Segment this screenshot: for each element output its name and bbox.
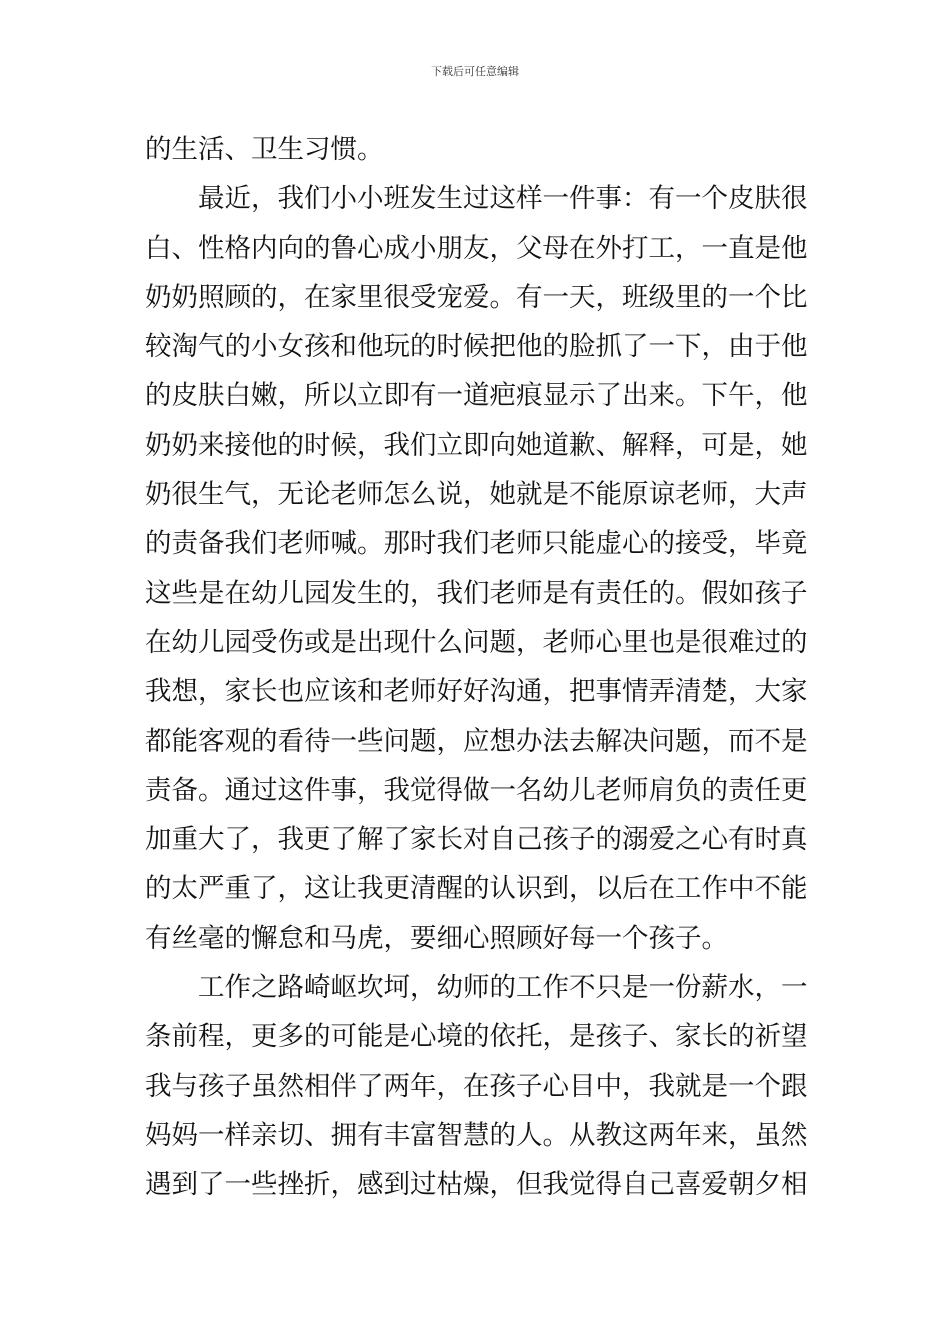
text-line: 的生活、卫生习惯。: [145, 134, 384, 165]
text-line: 奶奶来接他的时候，我们立即向她道歉、解释，可是，她: [145, 429, 808, 461]
text-line: 的责备我们老师喊。那时我们老师只能虚心的接受，毕竟: [145, 528, 808, 560]
text-line: 有丝毫的懈怠和马虎，要细心照顾好每一个孩子。: [145, 922, 728, 954]
text-line: 妈妈一样亲切、拥有丰富智慧的人。从教这两年来，虽然: [145, 1119, 808, 1151]
text-line: 条前程，更多的可能是心境的依托，是孩子、家长的祈望: [145, 1021, 808, 1053]
text-line: 的太严重了，这让我更清醒的认识到，以后在工作中不能: [145, 873, 808, 905]
body-text: [145, 125, 810, 1210]
text-line: 我与孩子虽然相伴了两年，在孩子心目中，我就是一个跟: [145, 1070, 808, 1102]
text-line: 的皮肤白嫩，所以立即有一道疤痕显示了出来。下午，他: [145, 380, 808, 412]
text-line: 责备。通过这件事，我觉得做一名幼儿老师肩负的责任更: [145, 774, 808, 806]
text-line: 这些是在幼儿园发生的，我们老师是有责任的。假如孩子: [145, 577, 808, 609]
text-line: 白、性格内向的鲁心成小朋友，父母在外打工，一直是他: [145, 232, 808, 264]
text-line: 工作之路崎岖坎坷，幼师的工作不只是一份薪水，一: [198, 972, 808, 1004]
text-line: 在幼儿园受伤或是出现什么问题，老师心里也是很难过的: [145, 626, 808, 658]
text-line: 加重大了，我更了解了家长对自己孩子的溺爱之心有时真: [145, 824, 808, 856]
page-header: 下载后可任意编辑: [431, 65, 519, 78]
text-line: 遇到了一些挫折，感到过枯燥，但我觉得自己喜爱朝夕相: [145, 1169, 808, 1201]
text-line: 奶奶照顾的，在家里很受宠爱。有一天，班级里的一个比: [145, 281, 808, 313]
text-line: 较淘气的小女孩和他玩的时候把他的脸抓了一下，由于他: [145, 331, 808, 363]
text-line: 最近，我们小小班发生过这样一件事：有一个皮肤很: [198, 183, 808, 215]
text-line: 我想，家长也应该和老师好好沟通，把事情弄清楚，大家: [145, 676, 808, 708]
text-line: 都能客观的看待一些问题，应想办法去解决问题，而不是: [145, 725, 808, 757]
text-line: 奶很生气，无论老师怎么说，她就是不能原谅老师，大声: [145, 479, 808, 511]
